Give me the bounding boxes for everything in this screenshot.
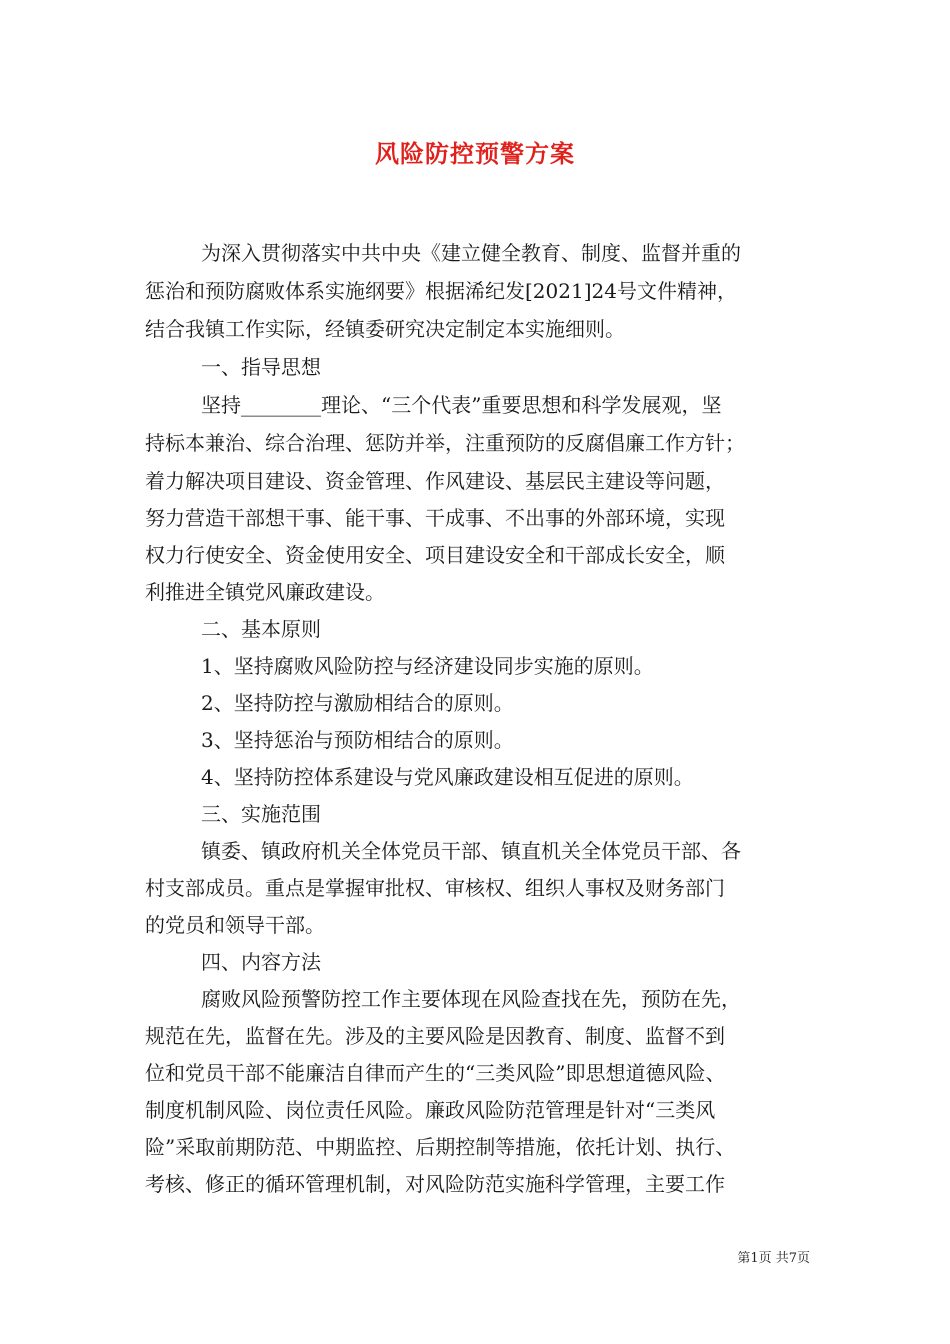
paragraph-line: 位和党员干部不能廉洁自律而产生的“三类风险”即思想道德风险、	[145, 1061, 726, 1085]
section-heading: 四、内容方法	[201, 950, 321, 974]
list-item: 4、坚持防控体系建设与党风廉政建设相互促进的原则。	[201, 765, 694, 789]
section-heading: 一、指导思想	[201, 355, 321, 379]
paragraph-line: 惩治和预防腐败体系实施纲要》根据浠纪发[2021]24号文件精神，	[145, 279, 737, 303]
page-number: 第1页 共7页	[737, 1251, 810, 1266]
paragraph-line: 的党员和领导干部。	[145, 913, 325, 937]
paragraph-line: 为深入贯彻落实中共中央《建立健全教育、制度、监督并重的	[201, 241, 741, 265]
paragraph-line: 权力行使安全、资金使用安全、项目建设安全和干部成长安全，顺	[145, 543, 725, 567]
document-title: 风险防控预警方案	[375, 139, 575, 168]
paragraph-line: 考核、修正的循环管理机制，对风险防范实施科学管理，主要工作	[145, 1172, 725, 1196]
paragraph-line: 持标本兼治、综合治理、惩防并举，注重预防的反腐倡廉工作方针；	[145, 431, 745, 455]
paragraph-line: 险”采取前期防范、中期监控、后期控制等措施，依托计划、执行、	[145, 1135, 736, 1159]
paragraph-line: 利推进全镇党风廉政建设。	[145, 580, 385, 604]
paragraph-line: 规范在先，监督在先。涉及的主要风险是因教育、制度、监督不到	[145, 1024, 725, 1048]
paragraph-line: 坚持________理论、“三个代表”重要思想和科学发展观，坚	[201, 393, 722, 417]
paragraph-line: 着力解决项目建设、资金管理、作风建设、基层民主建设等问题，	[145, 469, 725, 493]
list-item: 2、坚持防控与激励相结合的原则。	[201, 691, 514, 715]
paragraph-line: 腐败风险预警防控工作主要体现在风险查找在先，预防在先，	[201, 987, 741, 1011]
list-item: 1、坚持腐败风险防控与经济建设同步实施的原则。	[201, 654, 654, 678]
paragraph-line: 镇委、镇政府机关全体党员干部、镇直机关全体党员干部、各	[201, 839, 741, 863]
paragraph-line: 制度机制风险、岗位责任风险。廉政风险防范管理是针对“三类风	[145, 1098, 716, 1122]
list-item: 3、坚持惩治与预防相结合的原则。	[201, 728, 514, 752]
section-heading: 二、基本原则	[201, 617, 321, 641]
paragraph-line: 结合我镇工作实际，经镇委研究决定制定本实施细则。	[145, 317, 625, 341]
section-heading: 三、实施范围	[201, 802, 321, 826]
paragraph-line: 努力营造干部想干事、能干事、干成事、不出事的外部环境，实现	[145, 506, 725, 530]
paragraph-line: 村支部成员。重点是掌握审批权、审核权、组织人事权及财务部门	[145, 876, 725, 900]
